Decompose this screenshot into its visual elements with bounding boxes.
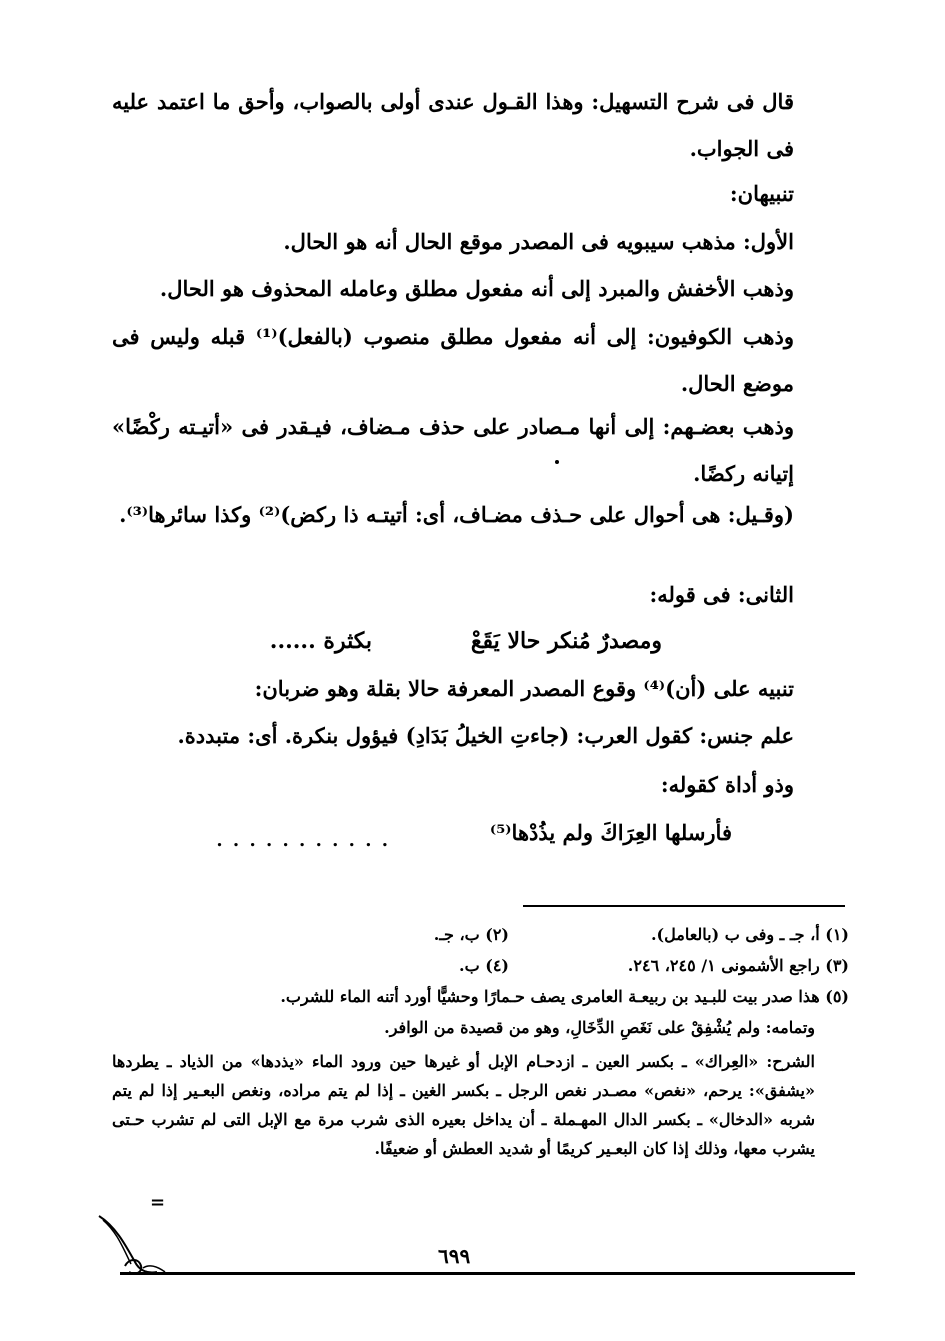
footnote-5: (٥) هذا صدر بيت للبـيد بن ربيعـة العامرى يصف حـمارًا وحشيًّا أورد أتنه الماء للشرب. <box>280 987 849 1006</box>
paragraph-kufans: وذهب الكوفيون: إلى أنه مفعول مطلق منصوب (بالفعل)⁽¹⁾ قبله وليس فى موضع الحال. <box>112 324 795 396</box>
footnote-separator <box>523 905 845 907</box>
second-note-text: فى قوله: <box>649 582 731 607</box>
paragraph-akhfash: وذهب الأخفش والمبرد إلى أنه مفعول مطلق وعامله المحذوف هو الحال. <box>159 276 794 301</box>
verse-2-second-hemistich: . . . . . . . . . . . <box>216 830 390 851</box>
second-note-label: الثانى: <box>737 582 794 607</box>
paragraph-article: وذو أداة كقوله: <box>660 772 794 797</box>
verse-1-second-hemistich: بكثرة ...... <box>269 628 372 654</box>
continuation-mark: = <box>150 1192 166 1213</box>
footnote-1: (١) أ، جـ ـ وفى ب (بالعامل). <box>650 925 849 944</box>
second-note <box>649 582 794 607</box>
paragraph-alert: تنبيه على (أن)⁽⁴⁾ وقوع المصدر المعرفة حالا بقلة وهو ضربان: <box>254 676 794 701</box>
footnote-2: (٢) ب، جـ. <box>433 925 509 944</box>
verse-1-first-hemistich: ومصدرٌ مُنكر حالا يَقَعْ <box>470 628 662 654</box>
first-note-text: مذهب سيبويه فى المصدر موقع الحال أنه هو الحال. <box>283 229 736 254</box>
bottom-rule <box>120 1272 855 1275</box>
footnote-4: (٤) ب. <box>459 956 509 975</box>
paragraph-some: وذهب بعضـهم: إلى أنها مـصادر على حذف مـضاف، فيـقدر فى «أتيـته ركْضًا» إتيانه ركضًا. <box>112 414 794 486</box>
printing-dot <box>555 460 559 464</box>
footnote-5-completion: وتمامه: ولم يُشْفِقْ على نَغَصِ الدِّخَالِ، وهو من قصيدة من الوافر. <box>384 1018 815 1037</box>
first-note <box>283 229 794 254</box>
page-number: ٦٩٩ <box>438 1244 471 1268</box>
first-note-label: الأول: <box>743 229 794 254</box>
footnote-5-commentary: الشرح: «العِراك» ـ بكسر العين ـ ازدحـام الإبل أو غيرها حين ورود الماء «يذدها» من الذياد ـ يطردها «يشفق»: يرحم، «نغص» مصـدر نغص الرجل ـ بكسر الغين ـ إذا لم يتم مراده، ونغص البعـير إذا لم يتم شربه «الدخال» ـ بكسر الدال المهـملة ـ أن يداخل بعيره الذى شرب مرة مع الإبل التى لم تشرب حـتى يشرب معها، وذلك إذا كان البعـير كريمًا أو شديد العطش أو ضعيفًا. <box>112 1052 815 1158</box>
verse-2-first-hemistich: فأرسلها العِرَاكَ ولم يذُدْها⁽⁵⁾ <box>489 820 732 845</box>
paragraph-commentary: قال فى شرح التسهيل: وهذا القـول عندى أولى بالصواب، وأحق ما اعتمد عليه فى الجواب. <box>112 89 794 161</box>
footnote-3: (٣) راجع الأشمونى ١/ ٢٤٥، ٢٤٦. <box>627 956 849 975</box>
paragraph-genus-name: علم جنس: كقول العرب: (جاءتِ الخيلُ بَدَادِ) فيؤول بنكرة. أى: متبددة. <box>177 723 794 748</box>
heading-two-notes: تنبيهان: <box>729 181 794 206</box>
paragraph-said: (وقـيل: هى أحوال على حـذف مضـاف، أى: أتيتـه ذا ركض)⁽²⁾ وكذا سائرها⁽³⁾. <box>119 502 794 527</box>
